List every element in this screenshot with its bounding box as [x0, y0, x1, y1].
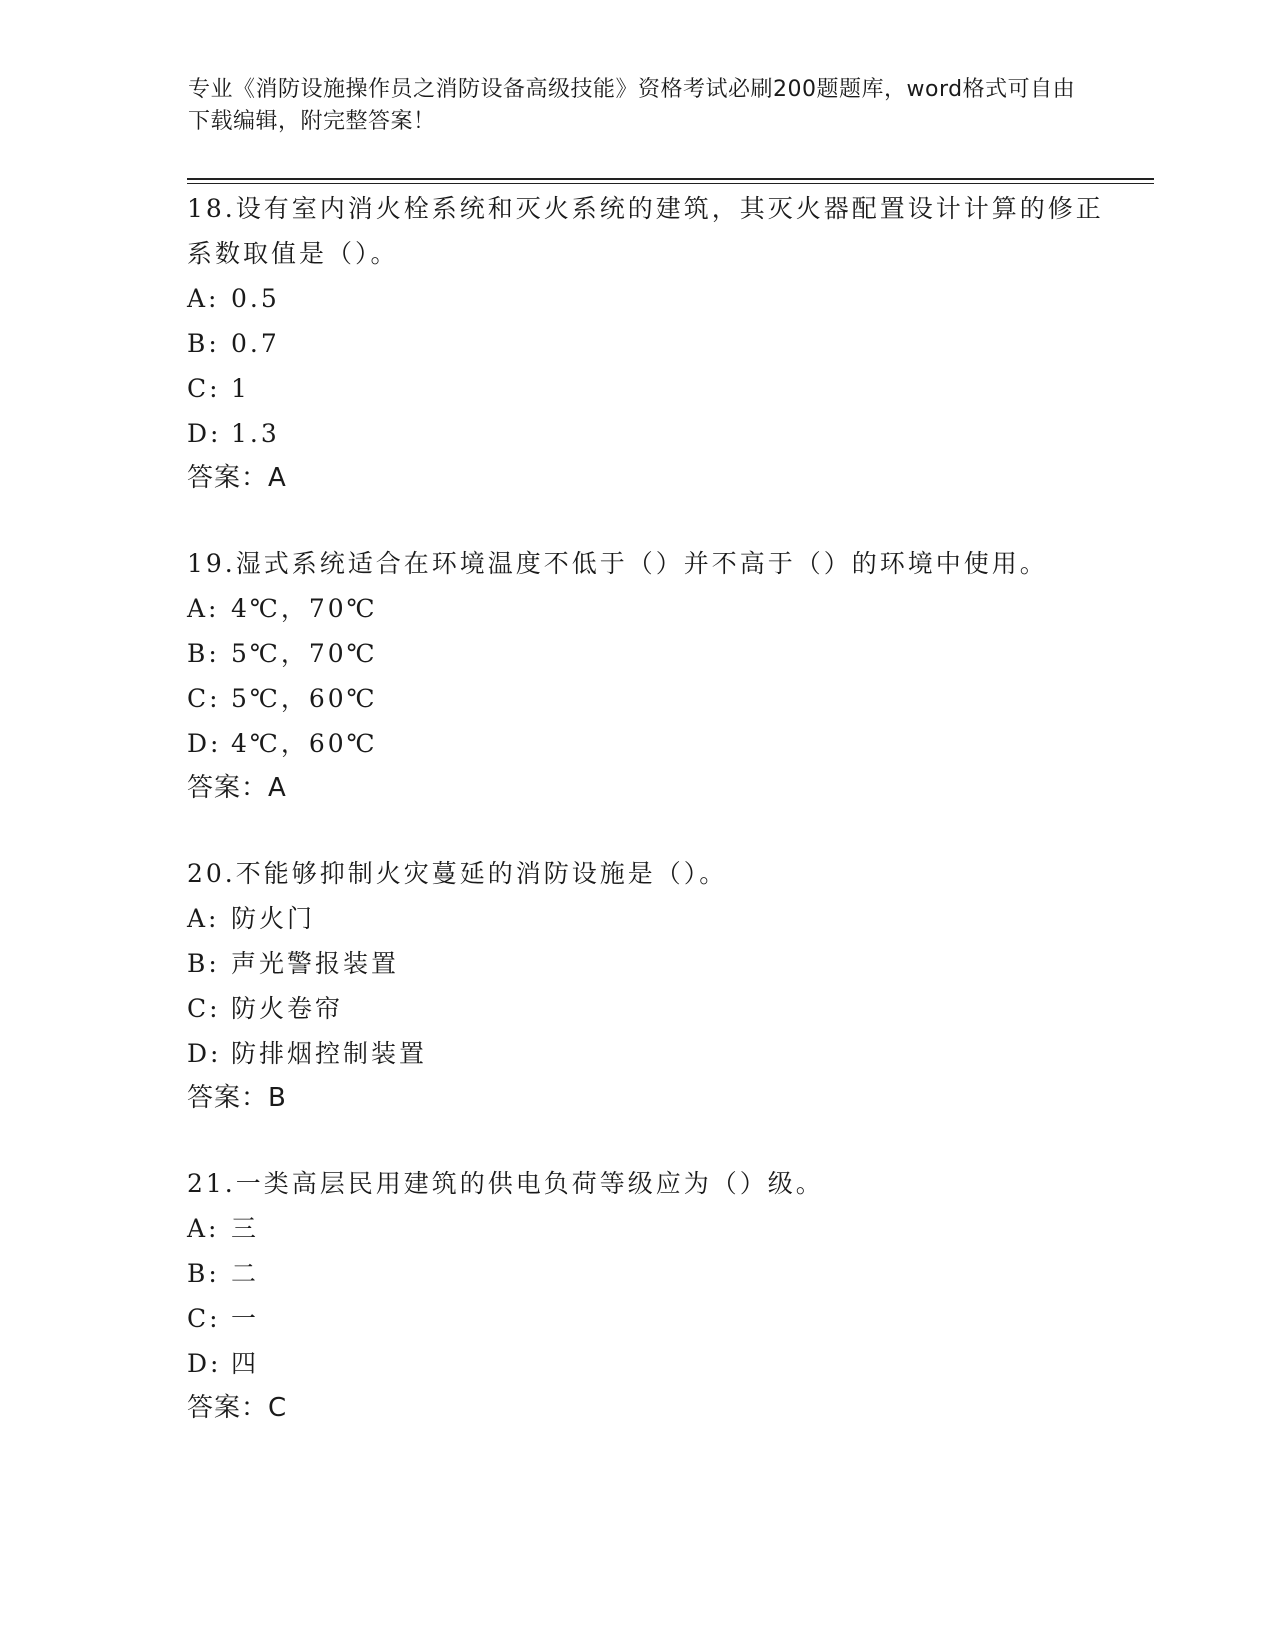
option-d [187, 721, 1107, 766]
question-21 [187, 1161, 1107, 1431]
option-a [187, 1206, 1107, 1251]
header-rule-thin [187, 183, 1154, 184]
answer-line: 答案：B [187, 1083, 287, 1113]
option-c [187, 1296, 1107, 1341]
option-b [187, 941, 1107, 986]
option-text: 5℃，70℃ [231, 639, 378, 668]
answer-line: 答案：C [187, 1393, 288, 1423]
option-letter: A: [187, 594, 220, 623]
option-letter: D: [187, 419, 222, 448]
question-list [187, 186, 1107, 1471]
option-text: 声光警报装置 [231, 949, 400, 978]
question-text: 21.一类高层民用建筑的供电负荷等级应为（）级。 [187, 1169, 824, 1198]
option-letter: B: [187, 639, 220, 668]
question-18 [187, 186, 1107, 501]
option-a [187, 276, 1107, 321]
option-text: 一 [231, 1304, 260, 1333]
option-letter: D: [187, 1349, 222, 1378]
option-letter: B: [187, 1259, 220, 1288]
question-20 [187, 851, 1107, 1121]
option-d [187, 1341, 1107, 1386]
option-letter: B: [187, 329, 220, 358]
option-letter: C: [187, 994, 221, 1023]
option-text: 二 [231, 1259, 260, 1288]
question-text: 18.设有室内消火栓系统和灭火系统的建筑，其灭火器配置设计计算的修正系数取值是（）。 [187, 194, 1104, 268]
question-text: 20.不能够抑制火灾蔓延的消防设施是（）。 [187, 859, 728, 888]
option-c [187, 676, 1107, 721]
option-text: 防火门 [231, 904, 316, 933]
option-text: 防排烟控制装置 [231, 1039, 428, 1068]
option-text: 三 [231, 1214, 260, 1243]
option-b [187, 321, 1107, 366]
option-letter: D: [187, 1039, 222, 1068]
option-text: 0.7 [231, 329, 280, 358]
option-c [187, 366, 1107, 411]
option-a [187, 586, 1107, 631]
option-d [187, 411, 1107, 456]
option-letter: C: [187, 374, 221, 403]
option-text: 4℃，70℃ [231, 594, 378, 623]
option-b [187, 631, 1107, 676]
option-letter: D: [187, 729, 222, 758]
question-19 [187, 541, 1107, 811]
option-letter: B: [187, 949, 220, 978]
option-text: 防火卷帘 [231, 994, 344, 1023]
option-letter: A: [187, 284, 220, 313]
answer-line: 答案：A [187, 463, 287, 493]
option-c [187, 986, 1107, 1031]
option-d [187, 1031, 1107, 1076]
option-letter: A: [187, 904, 220, 933]
option-b [187, 1251, 1107, 1296]
header-rule-thick [187, 178, 1154, 180]
option-text: 1.3 [231, 419, 280, 448]
option-text: 5℃，60℃ [231, 684, 378, 713]
option-letter: C: [187, 684, 221, 713]
answer-line: 答案：A [187, 773, 287, 803]
option-letter: A: [187, 1214, 220, 1243]
option-letter: C: [187, 1304, 221, 1333]
option-text: 0.5 [231, 284, 280, 313]
option-a [187, 896, 1107, 941]
option-text: 4℃，60℃ [231, 729, 378, 758]
question-text: 19.湿式系统适合在环境温度不低于（）并不高于（）的环境中使用。 [187, 549, 1048, 578]
document-header: 专业《消防设施操作员之消防设备高级技能》资格考试必刷200题题库，word格式可自由下载编辑，附完整答案！ [188, 77, 1076, 134]
option-text: 1 [231, 374, 250, 403]
option-text: 四 [231, 1349, 260, 1378]
